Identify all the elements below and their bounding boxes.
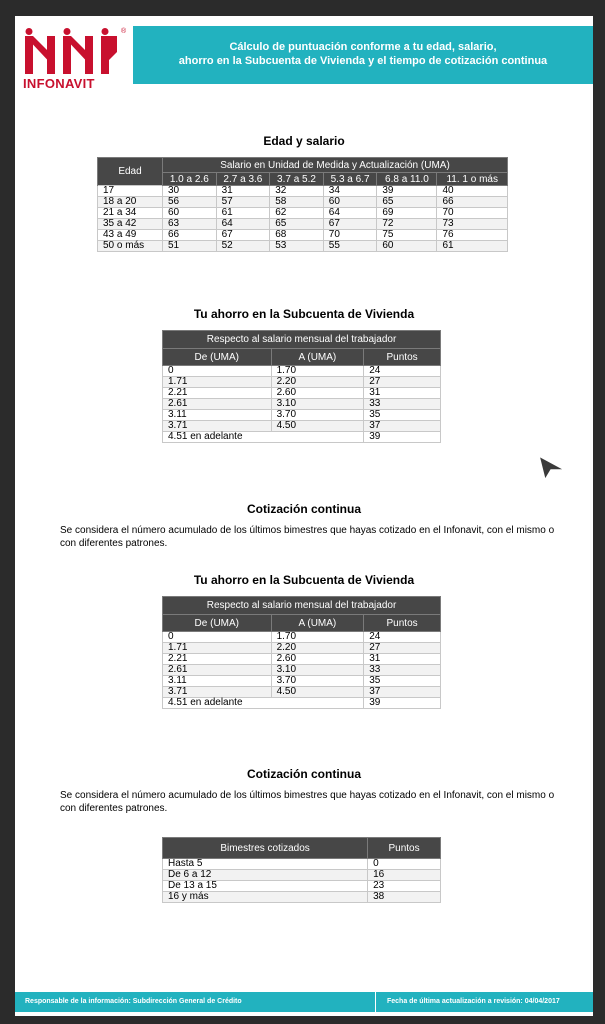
savings-column-header: Puntos xyxy=(364,349,441,366)
section-title-edad-salario: Edad y salario xyxy=(263,134,345,148)
table-cell: 39 xyxy=(364,698,441,709)
table-row xyxy=(163,643,441,654)
points-cell: 61 xyxy=(216,208,270,219)
salary-range-header: 11. 1 o más xyxy=(437,173,508,186)
table-cell: 2.20 xyxy=(271,377,364,388)
table-cell: 3.11 xyxy=(163,676,272,687)
table-row xyxy=(163,870,441,881)
table-cell: 3.11 xyxy=(163,410,272,421)
table-row xyxy=(163,881,441,892)
points-cell: 60 xyxy=(163,208,217,219)
table-cell: 33 xyxy=(364,399,441,410)
points-cell: 60 xyxy=(323,197,377,208)
table-cell: 33 xyxy=(364,665,441,676)
points-cell: 60 xyxy=(377,241,437,252)
table-row xyxy=(163,399,441,410)
table-row xyxy=(163,698,441,709)
points-cell: 73 xyxy=(437,219,508,230)
points-cell: 67 xyxy=(323,219,377,230)
points-cell: 67 xyxy=(216,230,270,241)
table-cell: 23 xyxy=(368,881,441,892)
table-row xyxy=(163,388,441,399)
table-row xyxy=(98,241,508,252)
table-cell: 3.71 xyxy=(163,421,272,432)
table-row xyxy=(98,230,508,241)
savings-table-2-caption: Respecto al salario mensual del trabajador xyxy=(163,597,441,615)
table-cell: 16 xyxy=(368,870,441,881)
table-cell: 2.21 xyxy=(163,654,272,665)
table-cell: 2.21 xyxy=(163,388,272,399)
table-row xyxy=(163,432,441,443)
table-cell: 4.50 xyxy=(271,421,364,432)
age-cell: 17 xyxy=(98,186,163,197)
logo-wordmark: INFONAVIT xyxy=(23,76,95,91)
cotizacion-description-2: Se considera el número acumulado de los últimos bimestres que hayas cotizado en el Infonavit, con el mismo o con diferentes patrones. xyxy=(60,790,555,814)
points-cell: 51 xyxy=(163,241,217,252)
table-cell: 27 xyxy=(364,643,441,654)
age-column-header: Edad xyxy=(98,158,163,186)
table-cell: 2.61 xyxy=(163,665,272,676)
points-cell: 55 xyxy=(323,241,377,252)
table-cell: 0 xyxy=(163,632,272,643)
table-row xyxy=(163,410,441,421)
infonavit-logo xyxy=(21,28,127,92)
table-row xyxy=(98,208,508,219)
points-cell: 30 xyxy=(163,186,217,197)
table-cell: 37 xyxy=(364,421,441,432)
infonavit-logo-icon xyxy=(21,28,127,76)
table-cell: 4.51 en adelante xyxy=(163,432,364,443)
age-salary-table xyxy=(97,157,508,252)
table-cell: 1.70 xyxy=(271,632,364,643)
table-row xyxy=(98,186,508,197)
table-row xyxy=(163,687,441,698)
section-title-ahorro: Tu ahorro en la Subcuenta de Vivienda xyxy=(193,307,415,321)
table-cell: Hasta 5 xyxy=(163,859,368,870)
table-row xyxy=(163,421,441,432)
points-cell: 68 xyxy=(270,230,324,241)
table-cell: 1.71 xyxy=(163,643,272,654)
table-row xyxy=(163,892,441,903)
table-cell: 24 xyxy=(364,366,441,377)
table-cell: 31 xyxy=(364,388,441,399)
footer-responsible: Responsable de la información: Subdirección General de Crédito xyxy=(25,998,242,1005)
points-cell: 58 xyxy=(270,197,324,208)
points-cell: 63 xyxy=(163,219,217,230)
mouse-pointer-icon xyxy=(535,452,569,482)
savings-table-2 xyxy=(162,596,441,709)
table-cell: 1.70 xyxy=(271,366,364,377)
cotizacion-description: Se considera el número acumulado de los últimos bimestres que hayas cotizado en el Infonavit, con el mismo o con diferentes patrones. xyxy=(60,525,555,549)
salary-range-header: 5.3 a 6.7 xyxy=(323,173,377,186)
table-row xyxy=(163,676,441,687)
table-cell: 4.50 xyxy=(271,687,364,698)
table-cell: 2.60 xyxy=(271,654,364,665)
table-row xyxy=(163,366,441,377)
salary-range-header: 6.8 a 11.0 xyxy=(377,173,437,186)
table-cell: 3.70 xyxy=(271,410,364,421)
points-cell: 70 xyxy=(437,208,508,219)
points-cell: 61 xyxy=(437,241,508,252)
points-cell: 64 xyxy=(323,208,377,219)
table-cell: 2.60 xyxy=(271,388,364,399)
table-cell: 27 xyxy=(364,377,441,388)
title-banner xyxy=(133,26,593,84)
salary-range-header: 3.7 a 5.2 xyxy=(270,173,324,186)
page-title-line2: ahorro en la Subcuenta de Vivienda y el tiempo de cotización continua xyxy=(178,55,548,67)
points-cell: 64 xyxy=(216,219,270,230)
table-cell: 3.71 xyxy=(163,687,272,698)
points-cell: 66 xyxy=(163,230,217,241)
section-title-cotizacion-2: Cotización continua xyxy=(247,767,361,781)
salary-range-header: 2.7 a 3.6 xyxy=(216,173,270,186)
registered-mark: ® xyxy=(121,28,127,35)
footer-last-update: Fecha de última actualización a revisión: 04/04/2017 xyxy=(387,998,560,1005)
table-cell: 2.61 xyxy=(163,399,272,410)
table-cell: 3.10 xyxy=(271,665,364,676)
points-cell: 72 xyxy=(377,219,437,230)
savings-table xyxy=(162,330,441,443)
table-cell: 16 y más xyxy=(163,892,368,903)
age-cell: 18 a 20 xyxy=(98,197,163,208)
table-cell: 4.51 en adelante xyxy=(163,698,364,709)
points-cell: 32 xyxy=(270,186,324,197)
table-cell: 24 xyxy=(364,632,441,643)
age-cell: 50 o más xyxy=(98,241,163,252)
table-cell: 39 xyxy=(364,432,441,443)
table-cell: 0 xyxy=(368,859,441,870)
points-cell: 52 xyxy=(216,241,270,252)
points-cell: 65 xyxy=(270,219,324,230)
age-cell: 21 a 34 xyxy=(98,208,163,219)
savings-2-column-header: A (UMA) xyxy=(271,615,364,632)
table-cell: 35 xyxy=(364,410,441,421)
table-row xyxy=(163,859,441,870)
savings-column-header: De (UMA) xyxy=(163,349,272,366)
bimestres-column-header: Puntos xyxy=(368,838,441,859)
bimestres-column-header: Bimestres cotizados xyxy=(163,838,368,859)
table-row xyxy=(163,632,441,643)
points-cell: 39 xyxy=(377,186,437,197)
salary-range-header: 1.0 a 2.6 xyxy=(163,173,217,186)
section-title-cotizacion: Cotización continua xyxy=(247,502,361,516)
table-cell: 38 xyxy=(368,892,441,903)
table-cell: 35 xyxy=(364,676,441,687)
table-cell: 37 xyxy=(364,687,441,698)
points-cell: 70 xyxy=(323,230,377,241)
age-cell: 43 a 49 xyxy=(98,230,163,241)
points-cell: 56 xyxy=(163,197,217,208)
bimestres-table xyxy=(162,837,441,903)
points-cell: 34 xyxy=(323,186,377,197)
points-cell: 62 xyxy=(270,208,324,219)
points-cell: 66 xyxy=(437,197,508,208)
savings-2-column-header: Puntos xyxy=(364,615,441,632)
table-cell: 3.10 xyxy=(271,399,364,410)
page-title-line1: Cálculo de puntuación conforme a tu edad, salario, xyxy=(229,41,497,53)
table-cell: 0 xyxy=(163,366,272,377)
table-cell: 2.20 xyxy=(271,643,364,654)
page-footer xyxy=(15,992,593,1012)
section-title-ahorro-2: Tu ahorro en la Subcuenta de Vivienda xyxy=(193,573,415,587)
savings-column-header: A (UMA) xyxy=(271,349,364,366)
document-page xyxy=(15,16,593,1016)
savings-2-column-header: De (UMA) xyxy=(163,615,272,632)
points-cell: 75 xyxy=(377,230,437,241)
table-row xyxy=(98,219,508,230)
footer-divider xyxy=(375,992,376,1012)
table-cell: 31 xyxy=(364,654,441,665)
age-cell: 35 a 42 xyxy=(98,219,163,230)
table-cell: De 6 a 12 xyxy=(163,870,368,881)
points-cell: 40 xyxy=(437,186,508,197)
points-cell: 31 xyxy=(216,186,270,197)
salary-group-header: Salario en Unidad de Medida y Actualización (UMA) xyxy=(163,158,508,173)
table-row xyxy=(163,377,441,388)
points-cell: 65 xyxy=(377,197,437,208)
table-row xyxy=(163,665,441,676)
table-cell: De 13 a 15 xyxy=(163,881,368,892)
savings-table-caption: Respecto al salario mensual del trabajador xyxy=(163,331,441,349)
page-header xyxy=(15,26,593,94)
table-cell: 3.70 xyxy=(271,676,364,687)
points-cell: 69 xyxy=(377,208,437,219)
points-cell: 53 xyxy=(270,241,324,252)
table-row xyxy=(163,654,441,665)
table-cell: 1.71 xyxy=(163,377,272,388)
points-cell: 57 xyxy=(216,197,270,208)
points-cell: 76 xyxy=(437,230,508,241)
table-row xyxy=(98,197,508,208)
